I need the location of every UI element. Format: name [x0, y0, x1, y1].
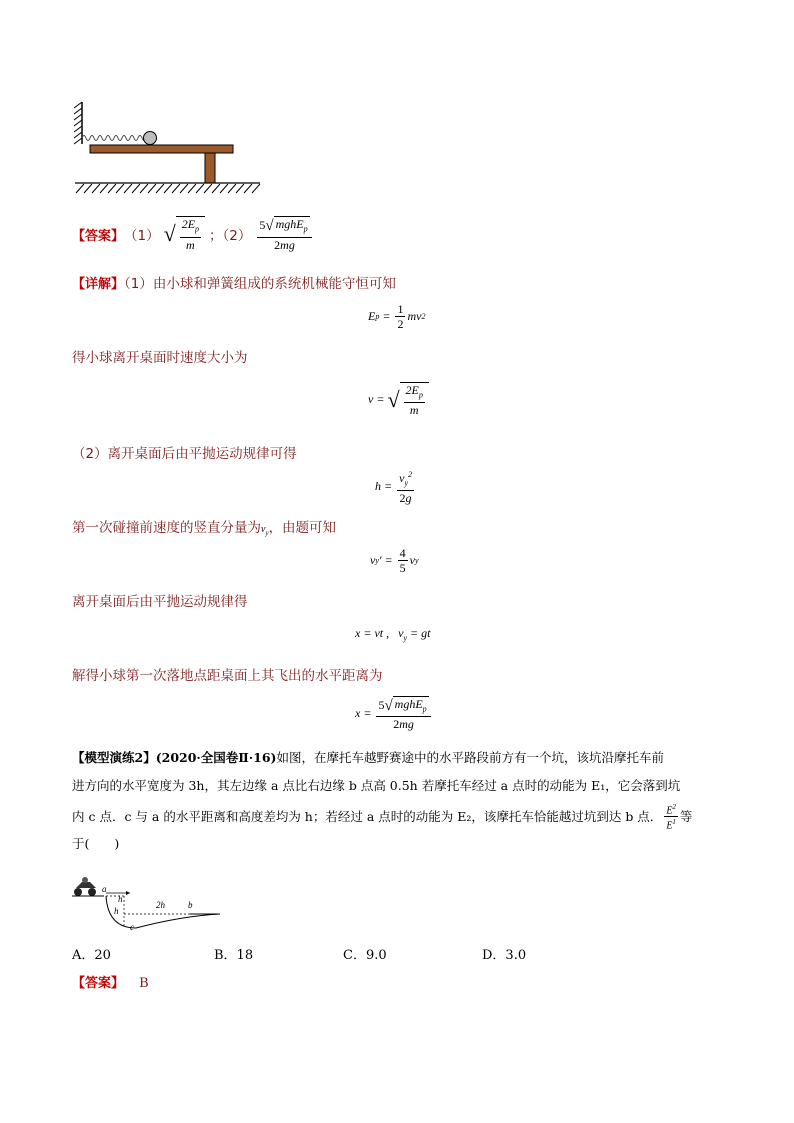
option-c[interactable]: C．9.0 [343, 948, 387, 963]
answer-line-2 [72, 972, 149, 991]
problem-line-3: 内 c 点．c 与 a 的水平距离和高度差均为 h；若经过 a 点时的动能为 E₂，该摩托车恰能越过坑到达 b 点． $\frac{E^2}{E^1}$ 等 [72, 803, 693, 832]
option-d[interactable]: D．3.0 [482, 948, 527, 963]
problem-block [72, 746, 732, 856]
detail-line-5: 离开桌面后由平抛运动规律得 [72, 594, 248, 610]
fig2-label-c: c [130, 922, 134, 932]
answer-part1: （1） [124, 228, 160, 244]
detail-line-2: 得小球离开桌面时速度大小为 [72, 350, 248, 366]
formula-height: h = $\frac{v_y^2}{2g}$ [375, 470, 412, 506]
fig2-label-h-left: h [114, 906, 119, 916]
detail-line-1: 【详解】（1）由小球和弹簧组成的系统机械能守恒可知 [72, 276, 396, 292]
detail-line-6: 解得小球第一次落地点距桌面上其飞出的水平距离为 [72, 668, 383, 684]
detail-line-3: （2）离开桌面后由平抛运动规律可得 [72, 446, 297, 462]
formula-velocity: v = √ $\frac{2E_p}{m}$ [368, 382, 429, 417]
problem-line-4: 于( ) [72, 835, 120, 851]
answer-label: 【答案】 [72, 228, 125, 244]
problem-line-1: 【模型演练2】(2020·全国卷Ⅱ·16)如图，在摩托车越野赛途中的水平路段前方有一个坑，该坑沿摩托车前 [72, 750, 664, 765]
fig2-label-2h: 2h [156, 900, 165, 910]
answer-part2: ；（2） [209, 228, 252, 244]
detail-label: 【详解】 [72, 277, 125, 292]
fig2-label-b: b [188, 900, 193, 910]
spring-table-figure [70, 98, 265, 198]
answer-line-1 [72, 214, 314, 254]
fig2-label-h-top: h [118, 894, 123, 904]
option-a[interactable]: A．20 [72, 948, 111, 963]
problem-line-2: 进方向的水平宽度为 3h，其左边缘 a 点比右边缘 b 点高 0.5h 若摩托车经过 a 点时的动能为 E₁，它会落到坑 [72, 778, 681, 793]
formula-x-result: x = 5 √ mghE$_p$ 2mg [355, 696, 433, 731]
problem-source: (2020·全国卷Ⅱ·16) [155, 750, 277, 765]
motorcycle-icon [74, 877, 96, 896]
answer2-label: 【答案】 [72, 976, 125, 991]
answer-formula-1: √ $\frac{2E_p}{m}$ [164, 216, 205, 251]
detail-line-4: 第一次碰撞前速度的竖直分量为$v_y$，由题可知 [72, 520, 337, 537]
formula-xvt: x = vt , $v_y$ = gt [355, 626, 431, 643]
formula-energy: E p = $\frac{1}{2}$ mv 2 [368, 302, 426, 331]
motorcycle-pit-figure [72, 876, 222, 936]
fig2-label-a: a [102, 884, 107, 894]
problem-label: 【模型演练2】 [72, 750, 156, 765]
ratio-fraction: $\frac{E^2}{E^1}$ [666, 803, 676, 832]
answer2-value: B [139, 976, 149, 991]
option-b[interactable]: B．18 [214, 948, 254, 963]
formula-vy-ratio: v y ′ = $\frac{4}{5}$ v y [370, 546, 419, 575]
answer-formula-2: 5 √ mghE$_p$ 2mg [255, 216, 313, 251]
